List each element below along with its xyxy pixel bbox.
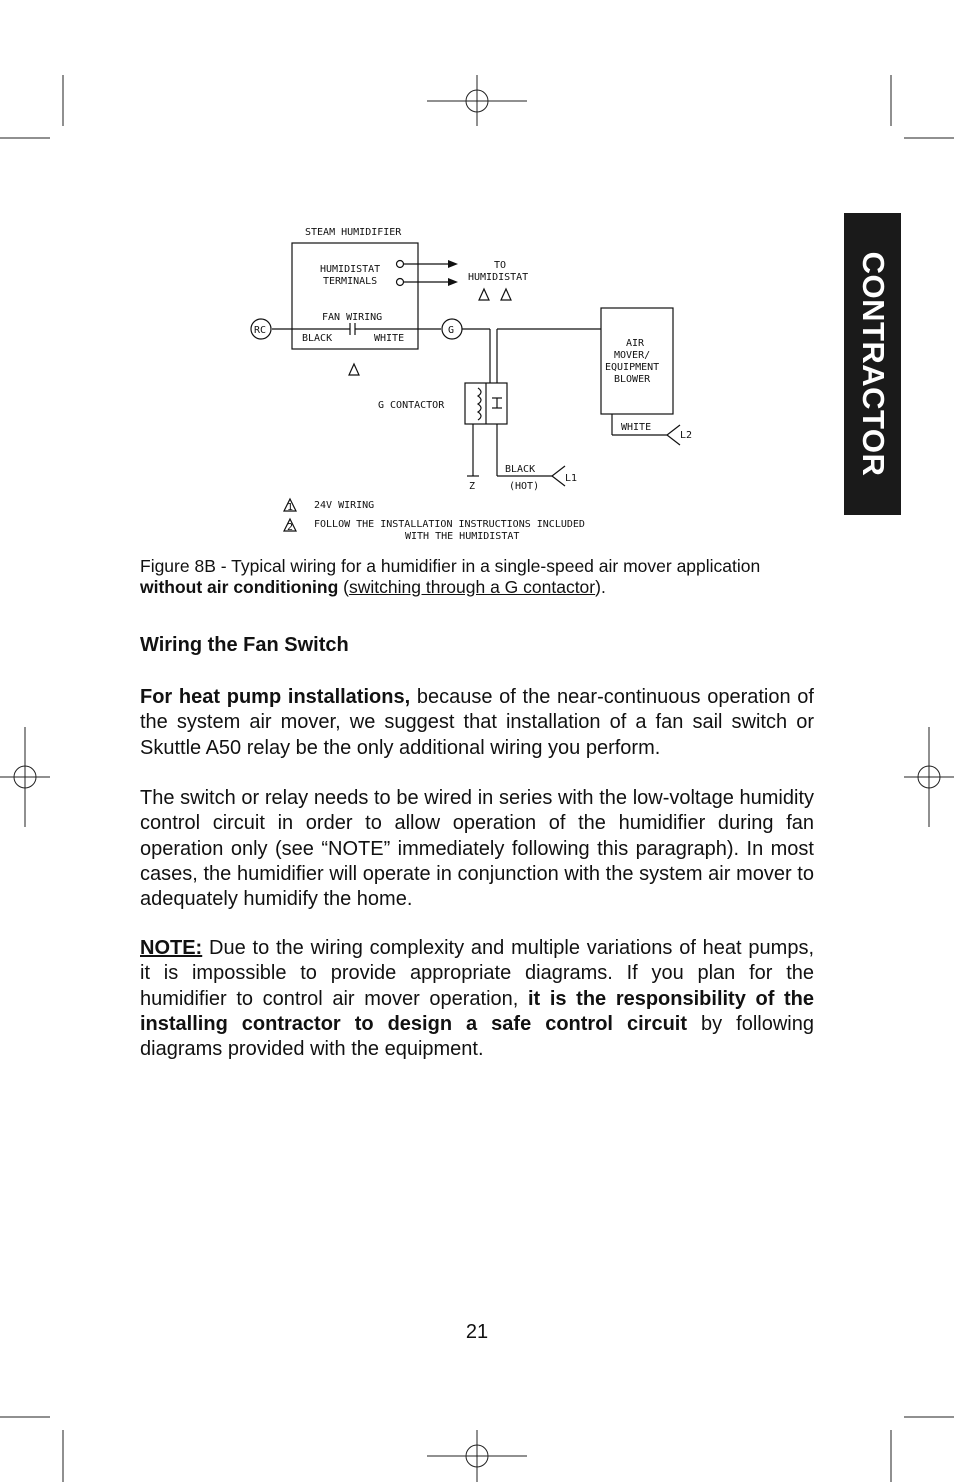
caption-bold: without air conditioning <box>140 577 339 597</box>
g-contactor-label: G CONTACTOR <box>378 400 445 411</box>
p1-rest: because of the near-continuous operation of the system air mover, we suggest that installation of a fan sail switch or Skuttle A50 relay be the only additional wiring you perform. <box>140 686 814 759</box>
page-number: 21 <box>465 1321 489 1343</box>
legend-24v-wiring: 24V WIRING <box>314 500 375 511</box>
air-mover-label-4: BLOWER <box>614 374 651 385</box>
note-2-number: 2 <box>287 522 294 533</box>
air-mover-label-2: MOVER/ <box>614 350 651 361</box>
to-humidistat-label-2: HUMIDISTAT <box>468 272 529 283</box>
fan-wiring-label: FAN WIRING <box>322 312 383 323</box>
paragraph-note <box>140 936 814 1062</box>
white-wire-label: WHITE <box>374 333 405 344</box>
side-tab-label: CONTRACTOR <box>855 251 891 477</box>
humidistat-terminals-label: HUMIDISTAT <box>320 264 381 275</box>
black-wire-label: BLACK <box>302 333 333 344</box>
p1-bold: For heat pump installations, <box>140 686 411 708</box>
paragraph-switch-relay: The switch or relay needs to be wired in series with the low-voltage humidity control circuit in order to allow operation of the humidifier during fan operation only (see “NOTE” immediately following this paragraph). In most cases, the humidifier will operate in conjunction with the system air mover to adequately humidify the home. <box>140 787 814 911</box>
hot-label: (HOT) <box>509 481 540 492</box>
g-terminal-label: G <box>448 325 455 336</box>
paragraph-heat-pump <box>140 685 814 761</box>
humidistat-terminals-label-2: TERMINALS <box>323 276 378 287</box>
l1-label: L1 <box>565 473 578 484</box>
caption-paren-open: ( <box>338 577 350 597</box>
section-heading: Wiring the Fan Switch <box>140 634 349 656</box>
caption-text: Figure 8B - Typical wiring for a humidifier in a single-speed air mover application <box>140 556 761 576</box>
z-label: Z <box>469 481 476 492</box>
legend-follow-instructions: FOLLOW THE INSTALLATION INSTRUCTIONS INCLUDED <box>314 519 585 530</box>
caption-underlined: switching through a G contactor <box>349 577 596 597</box>
note-1-number: 1 <box>287 502 294 513</box>
l2-label: L2 <box>680 430 693 441</box>
figure-caption <box>140 556 820 598</box>
black-hot-label: BLACK <box>505 464 536 475</box>
note-label: NOTE: <box>140 937 203 959</box>
note-text-b: by following diagrams provided with the equipment. <box>140 1012 814 1061</box>
steam-humidifier-label: STEAM HUMIDIFIER <box>305 227 402 238</box>
note-bold: it is the responsibility of the installing contractor to design a safe control circuit <box>140 987 814 1035</box>
legend-follow-instructions-2: WITH THE HUMIDISTAT <box>405 531 520 542</box>
white-l2-label: WHITE <box>621 422 652 433</box>
note-text-a: Due to the wiring complexity and multiple variations of heat pumps, it is impossible to provide appropriate diagrams. If you plan for the humidifier to control air mover operation, <box>140 937 814 1010</box>
wiring-diagram <box>0 0 954 560</box>
air-mover-label-3: EQUIPMENT <box>605 362 660 373</box>
caption-paren-close: ). <box>595 577 606 597</box>
air-mover-box <box>601 308 673 414</box>
to-humidistat-label: TO <box>494 260 507 271</box>
rc-terminal-label: RC <box>254 325 267 336</box>
air-mover-label-1: AIR <box>626 338 645 349</box>
